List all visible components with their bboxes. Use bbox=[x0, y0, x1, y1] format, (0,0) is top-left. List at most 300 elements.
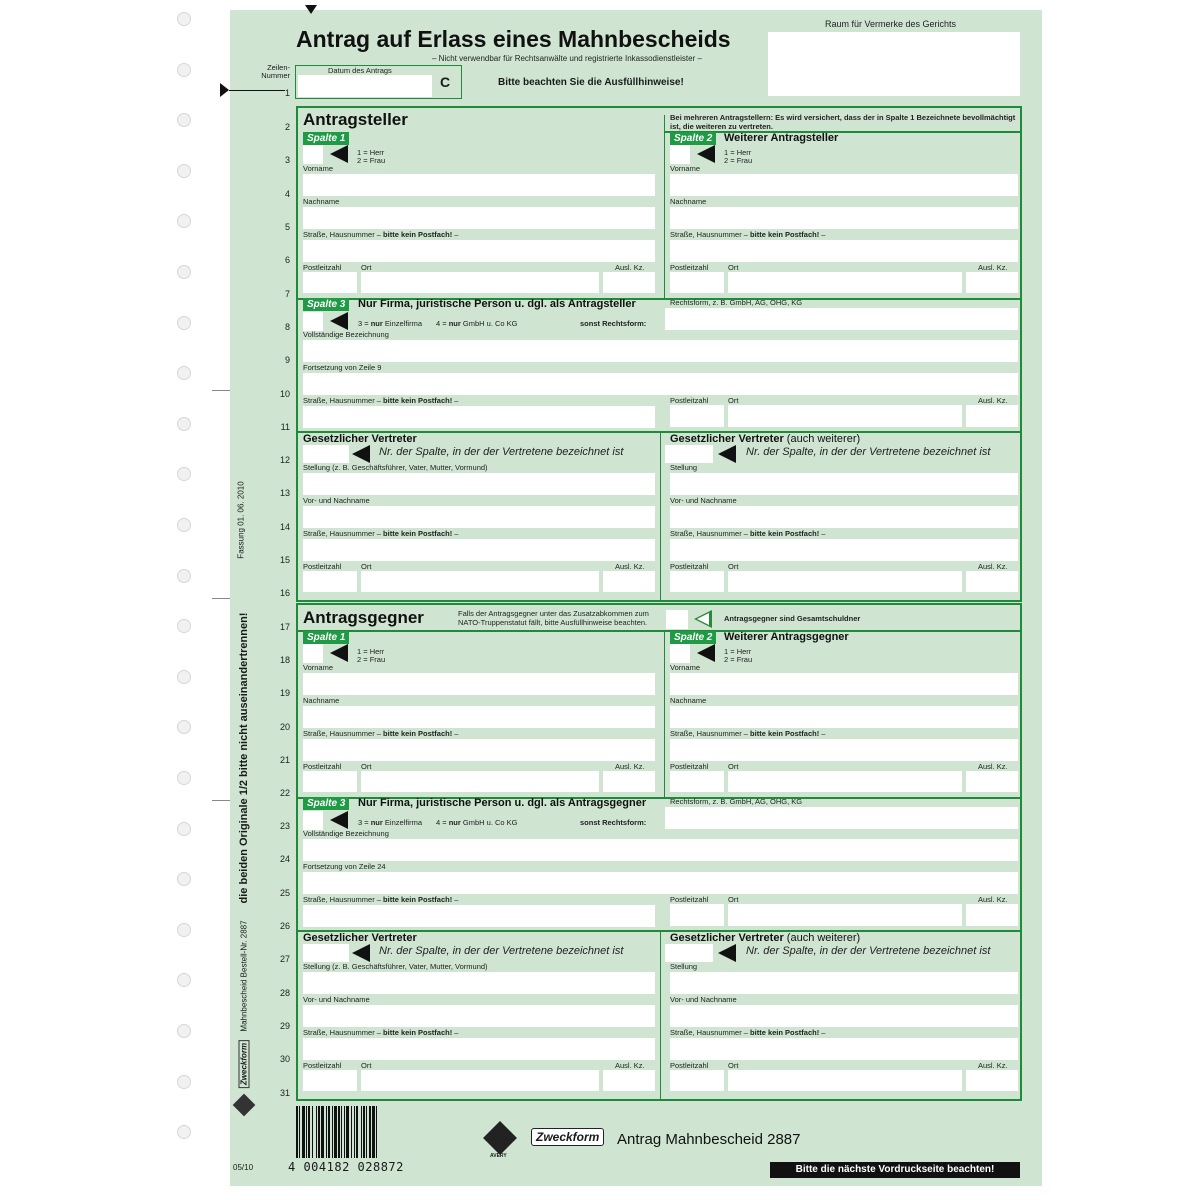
as-gv-left-ausl-input[interactable] bbox=[603, 571, 655, 592]
as1-herr: 1 = Herr bbox=[357, 148, 385, 157]
as2-spalte-tag: Spalte 2 bbox=[670, 132, 716, 145]
antragsteller-multi-note: Bei mehreren Antragstellern: Es wird versichert, dass der in Spalte 1 Bezeichnete bevollmächtigt ist, die weiteren zu vertreten. bbox=[670, 113, 1016, 131]
strasse-bold: bitte kein Postfach! bbox=[383, 729, 453, 738]
strasse-pre: Straße, Hausnummer – bbox=[670, 1028, 751, 1037]
ag3-fortsetzung-input[interactable] bbox=[303, 872, 1018, 894]
side-tick bbox=[212, 390, 230, 391]
as3-rechtsform-hint: Rechtsform, z. B. GmbH, AG, OHG, KG bbox=[670, 298, 803, 307]
ag-gv-right-ausl-label: Ausl. Kz. bbox=[978, 1061, 1008, 1070]
barcode-bar bbox=[363, 1106, 365, 1158]
as3-ausl-label: Ausl. Kz. bbox=[978, 396, 1008, 405]
row-number: 5 bbox=[284, 222, 290, 232]
ag3-gmbh bbox=[436, 818, 518, 827]
barcode-bar bbox=[344, 1106, 345, 1158]
strasse-post: – bbox=[819, 729, 826, 738]
strasse-post: – bbox=[452, 396, 459, 405]
ag-gv-stellung-right-label: Stellung bbox=[670, 962, 698, 971]
as1-vorname-label: Vorname bbox=[303, 164, 334, 173]
ag3-fortsetzung-label: Fortsetzung von Zeile 24 bbox=[303, 862, 386, 871]
as-gv-right-plz-input[interactable] bbox=[670, 571, 724, 592]
row-number: 3 bbox=[284, 155, 290, 165]
row-number: 19 bbox=[279, 688, 290, 698]
as1-plz-input[interactable] bbox=[303, 272, 357, 293]
ag3-ort-input[interactable] bbox=[728, 904, 962, 926]
ag3-ausl-input[interactable] bbox=[966, 904, 1018, 926]
avery-label: AVERY bbox=[490, 1153, 507, 1159]
row-number: 31 bbox=[279, 1088, 290, 1098]
row-number: 16 bbox=[279, 588, 290, 598]
row-number: 4 bbox=[284, 189, 290, 199]
ag-spalte-topline bbox=[296, 630, 1022, 632]
punch-hole bbox=[177, 164, 191, 178]
ag-gv-right-plz-input[interactable] bbox=[670, 1070, 724, 1091]
ag3-rechtsform-hint: Rechtsform, z. B. GmbH, AG, OHG, KG bbox=[670, 797, 803, 806]
ag3-sonst: sonst Rechtsform: bbox=[580, 818, 647, 827]
product-name: Antrag Mahnbescheid 2887 bbox=[617, 1131, 801, 1148]
barcode-bar bbox=[334, 1106, 337, 1158]
as-gv-left-ort-input[interactable] bbox=[361, 571, 599, 592]
row-number: 15 bbox=[279, 555, 290, 565]
punch-hole bbox=[177, 316, 191, 330]
as2-strasse-label bbox=[670, 230, 825, 239]
ag-gv-gv-right-arrow-icon bbox=[718, 944, 736, 962]
ag-gv-vn-left-label: Vor- und Nachname bbox=[303, 995, 370, 1004]
as3-ort-input[interactable] bbox=[728, 405, 962, 427]
ag-gv-gv-left-nr[interactable] bbox=[303, 944, 349, 962]
barcode-bar bbox=[306, 1106, 307, 1158]
row-number: 11 bbox=[280, 422, 290, 432]
as-gv-gv-left-title: Gesetzlicher Vertreter bbox=[303, 433, 417, 445]
gv-right-weiterer: (auch weiterer) bbox=[783, 932, 861, 944]
as-gv-left-plz-label: Postleitzahl bbox=[303, 562, 342, 571]
ag3-rechtsform-box[interactable] bbox=[303, 811, 323, 830]
as-gv-right-ausl-label: Ausl. Kz. bbox=[978, 562, 1008, 571]
as3-gmbh bbox=[436, 319, 518, 328]
row-number: 13 bbox=[279, 488, 290, 498]
strasse-post: – bbox=[452, 729, 459, 738]
antragsgegner-nato-note: Falls der Antragsgegner unter das Zusatzabkommen zum NATO-Truppenstatut fällt, bitte Ausfüllhinweise beachten. bbox=[458, 609, 649, 627]
barcode-bar bbox=[318, 1106, 320, 1158]
ag-gv-right-ort-label: Ort bbox=[728, 1061, 739, 1070]
as-vsep-2 bbox=[660, 433, 661, 601]
ag2-strasse-label bbox=[670, 729, 825, 738]
strasse-post: – bbox=[819, 230, 826, 239]
ag1-anrede-arrow-icon bbox=[330, 644, 348, 662]
row-number: 18 bbox=[279, 655, 290, 665]
as2-anrede-box[interactable] bbox=[670, 145, 690, 164]
as2-weiterer-title: Weiterer Antragsteller bbox=[724, 132, 839, 144]
gm-b: nur bbox=[448, 818, 461, 827]
ag2-ausl-input[interactable] bbox=[966, 771, 1018, 792]
ag3-strasse-label bbox=[303, 895, 458, 904]
row-number: 24 bbox=[279, 854, 290, 864]
as1-nachname-input[interactable] bbox=[303, 207, 655, 229]
as2-ort-label: Ort bbox=[728, 263, 739, 272]
gesamtschuldner-box[interactable] bbox=[666, 610, 688, 629]
ag3-firma-title: Nur Firma, juristische Person u. dgl. als Antragsgegner bbox=[358, 797, 647, 809]
ag-gv-gv-left-title: Gesetzlicher Vertreter bbox=[303, 932, 417, 944]
as-gv-stellung-left-input[interactable] bbox=[303, 473, 655, 495]
as-gv-stellung-left-label: Stellung (z. B. Geschäftsführer, Vater, Mutter, Vormund) bbox=[303, 463, 488, 472]
as-gv-gv-left-nr[interactable] bbox=[303, 445, 349, 463]
ag2-weiterer-title: Weiterer Antragsgegner bbox=[724, 631, 849, 643]
row-number: 8 bbox=[284, 322, 290, 332]
as3-firma-title: Nur Firma, juristische Person u. dgl. als Antragsteller bbox=[358, 298, 636, 310]
strasse-bold: bitte kein Postfach! bbox=[383, 1028, 453, 1037]
ag2-plz-input[interactable] bbox=[670, 771, 724, 792]
zeilen-nummer-label: Zeilen- Nummer bbox=[261, 63, 290, 80]
court-note-field[interactable] bbox=[768, 32, 1020, 96]
strasse-post: – bbox=[452, 895, 459, 904]
as-gv-gv-right-nr[interactable] bbox=[665, 445, 713, 463]
punch-hole bbox=[177, 12, 191, 26]
perforation-strip bbox=[158, 0, 230, 1200]
as3-rechtsform-box[interactable] bbox=[303, 312, 323, 331]
barcode-bar bbox=[321, 1106, 324, 1158]
as1-plz-label: Postleitzahl bbox=[303, 263, 342, 272]
ag1-vorname-input[interactable] bbox=[303, 673, 655, 695]
gm-a: 4 = bbox=[436, 818, 449, 827]
row-number: 9 bbox=[284, 355, 290, 365]
ag2-anrede-box[interactable] bbox=[670, 644, 690, 663]
as2-nachname-input[interactable] bbox=[670, 207, 1018, 229]
date-label: Datum des Antrags bbox=[328, 66, 392, 75]
as-gv-gv-left-arrow-icon bbox=[352, 445, 370, 463]
ag2-frau: 2 = Frau bbox=[724, 655, 753, 664]
fassung-label: Fassung 01. 06. 2010 bbox=[236, 481, 246, 559]
ag-vsep-2 bbox=[660, 932, 661, 1100]
ag3-vollst-label: Vollständige Bezeichnung bbox=[303, 829, 389, 838]
row-number: 25 bbox=[279, 888, 290, 898]
barcode-bar bbox=[312, 1106, 313, 1158]
ef-c: Einzelfirma bbox=[382, 818, 422, 827]
row-number: 10 bbox=[279, 389, 290, 399]
strasse-pre: Straße, Hausnummer – bbox=[303, 729, 384, 738]
originale-notice: die beiden Originale 1/2 bitte nicht auseinandertrennen! bbox=[238, 612, 250, 904]
punch-hole bbox=[177, 923, 191, 937]
punch-hole bbox=[177, 569, 191, 583]
side-tick bbox=[212, 800, 230, 801]
as1-anrede-box[interactable] bbox=[303, 145, 323, 164]
as-gv-right-ausl-input[interactable] bbox=[966, 571, 1018, 592]
ag-vsep-1 bbox=[664, 630, 665, 797]
ag-gv-left-ausl-label: Ausl. Kz. bbox=[615, 1061, 645, 1070]
ag-gv-vn-left-input[interactable] bbox=[303, 1005, 655, 1027]
as-gv-left-ort-label: Ort bbox=[361, 562, 372, 571]
barcode-bar bbox=[354, 1106, 355, 1158]
barcode-bar bbox=[376, 1106, 377, 1158]
as1-vorname-input[interactable] bbox=[303, 174, 655, 196]
punch-hole bbox=[177, 771, 191, 785]
ag2-strasse-input[interactable] bbox=[670, 739, 1018, 761]
ag-gv-strasse-right-input[interactable] bbox=[670, 1038, 1018, 1060]
as3-fortsetzung-label: Fortsetzung von Zeile 9 bbox=[303, 363, 382, 372]
as2-ausl-label: Ausl. Kz. bbox=[978, 263, 1008, 272]
punch-hole bbox=[177, 63, 191, 77]
ag-gv-right-ort-input[interactable] bbox=[728, 1070, 962, 1091]
row-marker-icon bbox=[220, 83, 229, 97]
punch-hole bbox=[177, 1024, 191, 1038]
as1-strasse-input[interactable] bbox=[303, 240, 655, 262]
ag-gv-left-ort-input[interactable] bbox=[361, 1070, 599, 1091]
ag-gv-right-plz-label: Postleitzahl bbox=[670, 1061, 709, 1070]
ag1-strasse-label bbox=[303, 729, 458, 738]
barcode-bar bbox=[302, 1106, 305, 1158]
as-gv-strasse-right-input[interactable] bbox=[670, 539, 1018, 561]
strasse-pre: Straße, Hausnummer – bbox=[670, 729, 751, 738]
bestell-label: Mahnbescheid Bestell-Nr. 2887 bbox=[239, 920, 249, 1032]
gm-c: GmbH u. Co KG bbox=[460, 319, 518, 328]
ag3-rechtsform-input[interactable] bbox=[665, 807, 1018, 829]
strasse-bold: bitte kein Postfach! bbox=[383, 230, 453, 239]
ag-gv-stellung-left-input[interactable] bbox=[303, 972, 655, 994]
gm-b: nur bbox=[448, 319, 461, 328]
strasse-bold: bitte kein Postfach! bbox=[750, 1028, 820, 1037]
as-gv-left-ausl-label: Ausl. Kz. bbox=[615, 562, 645, 571]
as-gv-strasse-left-input[interactable] bbox=[303, 539, 655, 561]
row-number: 27 bbox=[279, 954, 290, 964]
barcode-bar bbox=[356, 1106, 358, 1158]
row-number: 2 bbox=[284, 122, 290, 132]
barcode-bar bbox=[369, 1106, 371, 1158]
ef-a: 3 = bbox=[358, 319, 371, 328]
as3-spalte3-tag: Spalte 3 bbox=[303, 298, 349, 311]
strasse-bold: bitte kein Postfach! bbox=[750, 529, 820, 538]
as3-ort-label: Ort bbox=[728, 396, 739, 405]
as3-plz-label: Postleitzahl bbox=[670, 396, 709, 405]
as1-ausl-input[interactable] bbox=[603, 272, 655, 293]
ag-gv-stellung-left-label: Stellung (z. B. Geschäftsführer, Vater, Mutter, Vormund) bbox=[303, 962, 488, 971]
ag2-ausl-label: Ausl. Kz. bbox=[978, 762, 1008, 771]
ag3-plz-input[interactable] bbox=[670, 904, 724, 926]
ag3-ausl-label: Ausl. Kz. bbox=[978, 895, 1008, 904]
antragsteller-title: Antragsteller bbox=[303, 110, 408, 129]
ag1-nachname-input[interactable] bbox=[303, 706, 655, 728]
barcode-bar bbox=[296, 1106, 298, 1158]
barcode-bar bbox=[366, 1106, 367, 1158]
ag-gv-gv-right-title bbox=[670, 932, 860, 944]
form-subtitle: – Nicht verwendbar für Rechtsanwälte und registrierte Inkassodienstleister – bbox=[432, 54, 702, 63]
ag-gv-left-ausl-input[interactable] bbox=[603, 1070, 655, 1091]
barcode-bar bbox=[326, 1106, 327, 1158]
row-number: 14 bbox=[279, 522, 290, 532]
punch-hole bbox=[177, 265, 191, 279]
date-input[interactable] bbox=[298, 75, 432, 97]
as-gv-vn-right-label: Vor- und Nachname bbox=[670, 496, 737, 505]
ag-gv-strasse-left-label bbox=[303, 1028, 458, 1037]
punch-hole bbox=[177, 518, 191, 532]
punch-hole bbox=[177, 822, 191, 836]
as-gv-gv-left-note: Nr. der Spalte, in der der Vertretene bezeichnet ist bbox=[379, 446, 624, 458]
as-gv-vn-right-input[interactable] bbox=[670, 506, 1018, 528]
as2-nachname-label: Nachname bbox=[670, 197, 707, 206]
row-number: 28 bbox=[279, 988, 290, 998]
ag1-ausl-label: Ausl. Kz. bbox=[615, 762, 645, 771]
barcode-bar bbox=[332, 1106, 333, 1158]
ag-gv-right-ausl-input[interactable] bbox=[966, 1070, 1018, 1091]
barcode-bar bbox=[372, 1106, 375, 1158]
as2-plz-label: Postleitzahl bbox=[670, 263, 709, 272]
as3-vollst-input[interactable] bbox=[303, 340, 1018, 362]
row-number: 6 bbox=[284, 255, 290, 265]
barcode bbox=[296, 1106, 420, 1158]
row-number: 22 bbox=[279, 788, 290, 798]
strasse-pre: Straße, Hausnummer – bbox=[303, 396, 384, 405]
zweckform-logo: Zweckform bbox=[531, 1128, 604, 1146]
fill-hint: Bitte beachten Sie die Ausfüllhinweise! bbox=[498, 77, 684, 88]
ag1-anrede-box[interactable] bbox=[303, 644, 323, 663]
ag-gv-strasse-right-label bbox=[670, 1028, 825, 1037]
as-spalte2-topline bbox=[664, 131, 1020, 133]
strasse-bold: bitte kein Postfach! bbox=[750, 230, 820, 239]
ag1-spalte-tag: Spalte 1 bbox=[303, 631, 349, 644]
as-gv-stellung-right-input[interactable] bbox=[670, 473, 1018, 495]
ag2-herr: 1 = Herr bbox=[724, 647, 752, 656]
as2-ausl-input[interactable] bbox=[966, 272, 1018, 293]
as-vsep-1 bbox=[664, 115, 665, 298]
strasse-pre: Straße, Hausnummer – bbox=[670, 230, 751, 239]
as2-plz-input[interactable] bbox=[670, 272, 724, 293]
strasse-pre: Straße, Hausnummer – bbox=[303, 1028, 384, 1037]
as3-fortsetzung-input[interactable] bbox=[303, 373, 1018, 395]
ag-gv-gv-left-arrow-icon bbox=[352, 944, 370, 962]
ag-gv-stellung-right-input[interactable] bbox=[670, 972, 1018, 994]
ag-gv-vn-right-input[interactable] bbox=[670, 1005, 1018, 1027]
as1-frau: 2 = Frau bbox=[357, 156, 386, 165]
as-gv-vn-left-input[interactable] bbox=[303, 506, 655, 528]
row-number: 1 bbox=[284, 88, 290, 98]
ag-gv-gv-left-note: Nr. der Spalte, in der der Vertretene bezeichnet ist bbox=[379, 945, 624, 957]
ag1-vorname-label: Vorname bbox=[303, 663, 334, 672]
barcode-bar bbox=[328, 1106, 330, 1158]
as2-anrede-arrow-icon bbox=[697, 145, 715, 163]
strasse-post: – bbox=[819, 1028, 826, 1037]
row-number: 23 bbox=[279, 821, 290, 831]
barcode-bar bbox=[338, 1106, 340, 1158]
as2-ort-input[interactable] bbox=[728, 272, 962, 293]
as3-rechtsform-input[interactable] bbox=[665, 308, 1018, 330]
punch-hole bbox=[177, 670, 191, 684]
gv-right-main: Gesetzlicher Vertreter bbox=[670, 433, 784, 445]
gesamtschuldner-label: Antragsgegner sind Gesamtschuldner bbox=[724, 614, 861, 623]
version-label: 05/10 bbox=[233, 1163, 254, 1172]
ag1-ausl-input[interactable] bbox=[603, 771, 655, 792]
barcode-bar bbox=[346, 1106, 349, 1158]
ag2-ort-label: Ort bbox=[728, 762, 739, 771]
ag1-strasse-input[interactable] bbox=[303, 739, 655, 761]
barcode-bar bbox=[299, 1106, 300, 1158]
as3-strasse-input[interactable] bbox=[303, 406, 655, 428]
ag3-einzelfirma bbox=[358, 818, 422, 827]
ag1-ort-input[interactable] bbox=[361, 771, 599, 792]
barcode-bar bbox=[316, 1106, 317, 1158]
barcode-number: 4 004182 028872 bbox=[288, 1160, 404, 1174]
as3-plz-input[interactable] bbox=[670, 405, 724, 427]
strasse-post: – bbox=[819, 529, 826, 538]
gv-right-main: Gesetzlicher Vertreter bbox=[670, 932, 784, 944]
as-gv-strasse-right-label bbox=[670, 529, 825, 538]
ag-gv-gv-right-nr[interactable] bbox=[665, 944, 713, 962]
gm-c: GmbH u. Co KG bbox=[460, 818, 518, 827]
strasse-bold: bitte kein Postfach! bbox=[750, 729, 820, 738]
ag1-nachname-label: Nachname bbox=[303, 696, 340, 705]
ag1-plz-input[interactable] bbox=[303, 771, 357, 792]
ef-b: nur bbox=[370, 319, 383, 328]
as1-nachname-label: Nachname bbox=[303, 197, 340, 206]
ag3-spalte3-tag: Spalte 3 bbox=[303, 797, 349, 810]
as-gv-right-ort-label: Ort bbox=[728, 562, 739, 571]
as1-spalte-tag: Spalte 1 bbox=[303, 132, 349, 145]
as2-strasse-input[interactable] bbox=[670, 240, 1018, 262]
ag2-plz-label: Postleitzahl bbox=[670, 762, 709, 771]
ag1-frau: 2 = Frau bbox=[357, 655, 386, 664]
ag-gv-left-plz-input[interactable] bbox=[303, 1070, 357, 1091]
as3-ausl-input[interactable] bbox=[966, 405, 1018, 427]
ag2-vorname-input[interactable] bbox=[670, 673, 1018, 695]
as3-strasse-label bbox=[303, 396, 458, 405]
as2-vorname-input[interactable] bbox=[670, 174, 1018, 196]
ag3-strasse-input[interactable] bbox=[303, 905, 655, 927]
ag2-vorname-label: Vorname bbox=[670, 663, 701, 672]
ag-gv-vn-right-label: Vor- und Nachname bbox=[670, 995, 737, 1004]
ef-a: 3 = bbox=[358, 818, 371, 827]
ag-gv-left-ort-label: Ort bbox=[361, 1061, 372, 1070]
ag2-ort-input[interactable] bbox=[728, 771, 962, 792]
ef-b: nur bbox=[370, 818, 383, 827]
ag2-nachname-input[interactable] bbox=[670, 706, 1018, 728]
ef-c: Einzelfirma bbox=[382, 319, 422, 328]
ag-gv-strasse-left-input[interactable] bbox=[303, 1038, 655, 1060]
strasse-post: – bbox=[452, 230, 459, 239]
strasse-pre: Straße, Hausnummer – bbox=[303, 230, 384, 239]
code-letter: C bbox=[440, 74, 451, 90]
row-number: 26 bbox=[279, 921, 290, 931]
brand-vertical-logo: Zweckform bbox=[239, 1040, 250, 1088]
ag1-ort-label: Ort bbox=[361, 762, 372, 771]
as1-ort-input[interactable] bbox=[361, 272, 599, 293]
court-note-label: Raum für Vermerke des Gerichts bbox=[825, 19, 957, 29]
as-gv-left-plz-input[interactable] bbox=[303, 571, 357, 592]
side-tick bbox=[212, 598, 230, 599]
barcode-bar bbox=[351, 1106, 352, 1158]
strasse-pre: Straße, Hausnummer – bbox=[303, 529, 384, 538]
next-page-banner: Bitte die nächste Vordruckseite beachten! bbox=[770, 1162, 1020, 1178]
as-gv-right-plz-label: Postleitzahl bbox=[670, 562, 709, 571]
as-gv-gv-right-note: Nr. der Spalte, in der der Vertretene bezeichnet ist bbox=[746, 446, 991, 458]
row-number: 29 bbox=[279, 1021, 290, 1031]
ag1-herr: 1 = Herr bbox=[357, 647, 385, 656]
as2-frau: 2 = Frau bbox=[724, 156, 753, 165]
ag-gv-left-plz-label: Postleitzahl bbox=[303, 1061, 342, 1070]
as2-vorname-label: Vorname bbox=[670, 164, 701, 173]
ag-gv-gv-right-note: Nr. der Spalte, in der der Vertretene bezeichnet ist bbox=[746, 945, 991, 957]
row-number: 21 bbox=[279, 755, 290, 765]
strasse-bold: bitte kein Postfach! bbox=[383, 396, 453, 405]
gesamtschuldner-arrow-icon bbox=[694, 610, 712, 628]
as-gv-strasse-left-label bbox=[303, 529, 458, 538]
as1-anrede-arrow-icon bbox=[330, 145, 348, 163]
ag1-plz-label: Postleitzahl bbox=[303, 762, 342, 771]
strasse-pre: Straße, Hausnummer – bbox=[303, 895, 384, 904]
strasse-bold: bitte kein Postfach! bbox=[383, 895, 453, 904]
top-marker-icon bbox=[305, 5, 317, 14]
gv-right-weiterer: (auch weiterer) bbox=[783, 433, 861, 445]
ag2-nachname-label: Nachname bbox=[670, 696, 707, 705]
row-number: 12 bbox=[279, 455, 290, 465]
ag2-spalte-tag: Spalte 2 bbox=[670, 631, 716, 644]
ag3-vollst-input[interactable] bbox=[303, 839, 1018, 861]
as-gv-right-ort-input[interactable] bbox=[728, 571, 962, 592]
